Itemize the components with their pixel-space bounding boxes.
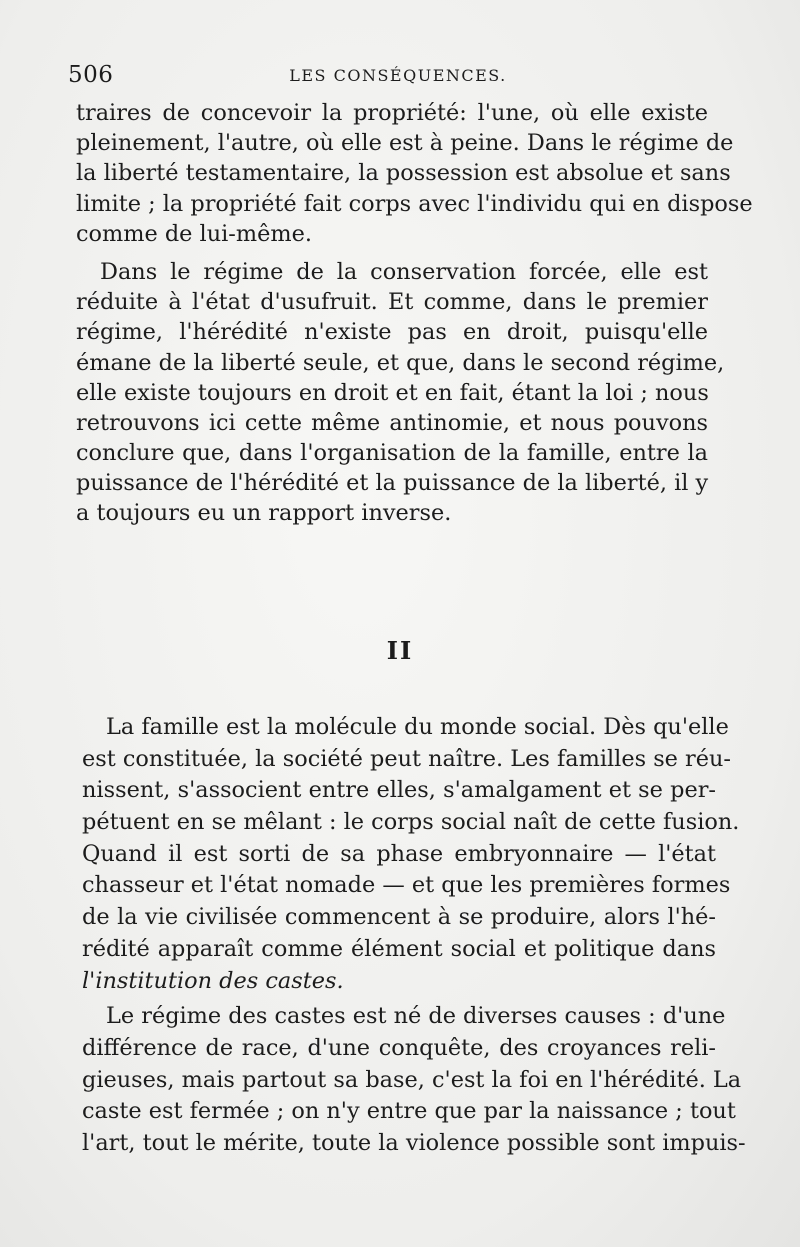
- page-header: [68, 60, 708, 90]
- page-number: 506: [68, 62, 114, 88]
- text-line: limite ; la propriété fait corps avec l'individu qui en dispose: [76, 190, 753, 217]
- text-line: retrouvons ici cette même antinomie, et nous pouvons: [76, 409, 708, 436]
- text-line: caste est fermée ; on n'y entre que par la naissance ; tout: [82, 1098, 736, 1125]
- text-line: Quand il est sorti de sa phase embryonnaire — l'état: [82, 840, 716, 867]
- text-line: pétuent en se mêlant : le corps social naît de cette fusion.: [82, 809, 740, 836]
- italic-phrase: l'institution des castes.: [82, 967, 344, 994]
- text-line-italic: [82, 966, 716, 998]
- text-line: rédité apparaît comme élément social et politique dans: [82, 935, 716, 962]
- text-line: la liberté testamentaire, la possession est absolue et sans: [76, 160, 731, 187]
- text-line: de la vie civilisée commencent à se produire, alors l'hé-: [82, 904, 716, 931]
- text-line: différence de race, d'une conquête, des croyances reli-: [82, 1034, 716, 1061]
- running-head: LES CONSÉQUENCES.: [289, 66, 507, 85]
- text-line: Dans le régime de la conservation forcée, elle est: [100, 258, 708, 285]
- text-line: émane de la liberté seule, et que, dans le second régime,: [76, 349, 725, 376]
- text-line: elle existe toujours en droit et en fait, étant la loi ; nous: [76, 379, 709, 406]
- text-line: gieuses, mais partout sa base, c'est la foi en l'hérédité. La: [82, 1066, 742, 1093]
- body-text-top: [76, 98, 753, 529]
- text-line: a toujours eu un rapport inverse.: [76, 500, 452, 527]
- text-line: conclure que, dans l'organisation de la famille, entre la: [76, 440, 708, 467]
- text-line: traires de concevoir la propriété: l'une, où elle existe: [76, 100, 708, 126]
- body-text-bottom: [82, 712, 746, 1160]
- text-line: Le régime des castes est né de diverses causes : d'une: [106, 1003, 726, 1030]
- text-line: chasseur et l'état nomade — et que les premières formes: [82, 872, 731, 899]
- section-heading: II: [386, 636, 414, 665]
- text-line: puissance de l'hérédité et la puissance de la liberté, il y: [76, 470, 709, 497]
- text-line: est constituée, la société peut naître. Les familles se réu-: [82, 745, 731, 772]
- text-line: régime, l'hérédité n'existe pas en droit, puisqu'elle: [76, 319, 708, 346]
- text-line: La famille est la molécule du monde social. Dès qu'elle: [106, 714, 729, 740]
- text-line: pleinement, l'autre, où elle est à peine. Dans le régime de: [76, 130, 734, 157]
- text-line: comme de lui-même.: [76, 220, 312, 247]
- text-line: réduite à l'état d'usufruit. Et comme, dans le premier: [76, 289, 708, 316]
- text-line: nissent, s'associent entre elles, s'amalgament et se per-: [82, 777, 716, 804]
- text-line: l'art, tout le mérite, toute la violence possible sont impuis-: [82, 1129, 746, 1156]
